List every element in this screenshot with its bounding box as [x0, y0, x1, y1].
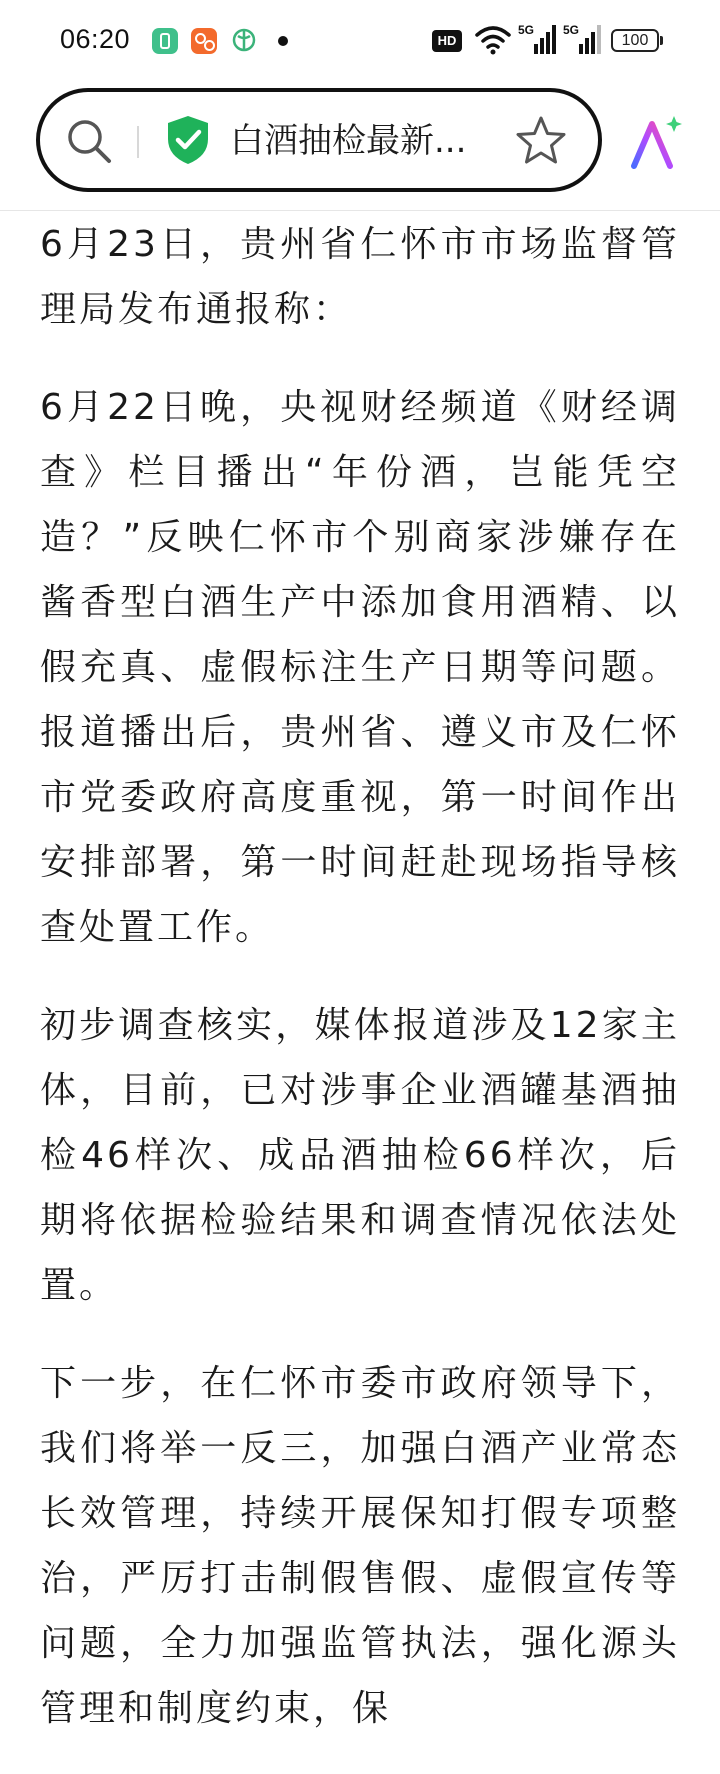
star-icon[interactable] — [514, 114, 568, 168]
wifi-icon — [475, 24, 511, 56]
article-body — [40, 212, 680, 1774]
battery-tip — [660, 36, 663, 45]
search-bar[interactable] — [36, 88, 602, 192]
notification-leaf-icon — [230, 26, 258, 54]
network-type-label: 5G — [518, 23, 535, 37]
search-icon[interactable] — [64, 116, 114, 166]
hd-voice-badge: HD — [432, 30, 462, 52]
search-divider — [137, 126, 139, 158]
header-divider — [0, 210, 720, 211]
article-paragraph: 6月22日晚，央视财经频道《财经调查》栏目播出“年份酒，岂能凭空造？”反映仁怀市个别商家涉嫌存在酱香型白酒生产中添加食用酒精、以假充真、虚假标注生产日期等问题。报道播出后，贵州省、遵义市及仁怀市党委政府高度重视，第一时间作出安排部署，第一时间赶赴现场指导核查处置工作。 — [40, 387, 680, 948]
article-paragraph: 下一步，在仁怀市委市政府领导下，我们将举一反三，加强白酒产业常态长效管理，持续开展保知打假专项整治，严厉打击制假售假、虚假宣传等问题，全力加强监管执法，强化源头管理和制度约束，保 — [40, 1363, 680, 1729]
article-paragraph: 6月23日，贵州省仁怀市市场监督管理局发布通报称： — [40, 224, 680, 330]
notification-app-icon — [191, 28, 217, 54]
search-query-text[interactable]: 白酒抽检最新... — [230, 121, 467, 161]
article-paragraph: 初步调查核实，媒体报道涉及12家主体，目前，已对涉事企业酒罐基酒抽检46样次、成品酒抽检66样次，后期将依据检验结果和调查情况依法处置。 — [40, 1005, 680, 1306]
network-type-label: 5G — [563, 23, 580, 37]
ai-assistant-icon[interactable] — [628, 114, 684, 170]
shield-icon — [164, 114, 212, 166]
signal-icon — [563, 22, 603, 56]
battery-level: 100 — [611, 29, 659, 52]
status-bar — [0, 0, 720, 82]
status-time: 06:20 — [60, 24, 131, 54]
notification-app-icon — [152, 28, 178, 54]
signal-icon — [518, 22, 558, 56]
more-notifications-dot — [278, 36, 288, 46]
